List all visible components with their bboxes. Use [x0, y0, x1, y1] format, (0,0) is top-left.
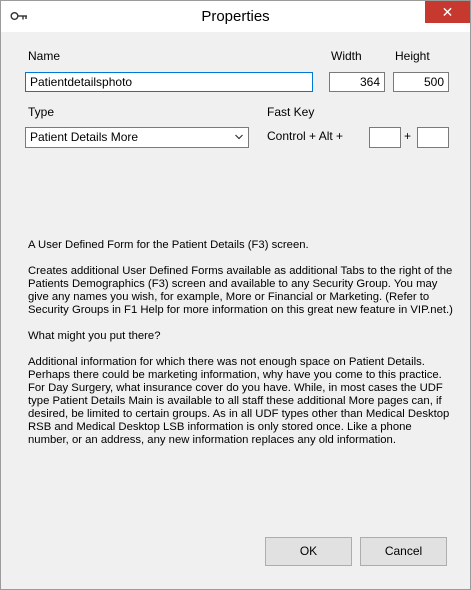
cancel-button[interactable]: Cancel: [360, 537, 447, 566]
close-icon: ✕: [441, 4, 454, 20]
fast-key-plus: +: [404, 129, 412, 143]
type-label: Type: [28, 105, 55, 119]
window-title: Properties: [201, 8, 270, 25]
fast-key-input-2[interactable]: [417, 127, 449, 148]
description-text: [28, 239, 453, 460]
height-label: Height: [395, 49, 430, 63]
type-select[interactable]: [25, 127, 249, 148]
chevron-down-icon: [234, 132, 244, 142]
name-input[interactable]: Patientdetailsphoto: [25, 72, 313, 92]
description-paragraph: Additional information for which there was not enough space on Patient Details. Perhaps there could be marketing information, why have you come to this practice. For Day Surgery, what insurance cover do you have. While, in most cases the UDF type Patient Details Main is available to all staff these additional More pages can, if desired, be limited to certain groups. As in all UDF types other than Medical Desktop RSB and Medical Desktop LSB information is only stored once. Like a phone number, or an address, any new information replaces any old information.: [28, 356, 450, 446]
name-label: Name: [28, 49, 61, 63]
width-input[interactable]: 364: [329, 72, 385, 92]
height-input[interactable]: 500: [393, 72, 449, 92]
ok-button[interactable]: OK: [265, 537, 352, 566]
fast-key-label: Fast Key: [267, 105, 315, 119]
type-select-value: Patient Details More: [30, 130, 139, 144]
title-bar[interactable]: [1, 1, 470, 32]
description-paragraph: A User Defined Form for the Patient Details (F3) screen.: [28, 239, 309, 251]
fast-key-input-1[interactable]: [369, 127, 401, 148]
width-label: Width: [331, 49, 362, 63]
description-paragraph: Creates additional User Defined Forms available as additional Tabs to the right of the Patients Demographics (F3) screen and available to any Security Group. You may give any names you wish, for example, More or Financial or Marketing. (Refer to Security Groups in F1 Help for more information on this great new feature in VIP.net.): [28, 265, 453, 316]
description-paragraph: What might you put there?: [28, 330, 161, 342]
close-button[interactable]: [425, 1, 470, 23]
fast-key-modifier: Control + Alt +: [267, 129, 344, 143]
